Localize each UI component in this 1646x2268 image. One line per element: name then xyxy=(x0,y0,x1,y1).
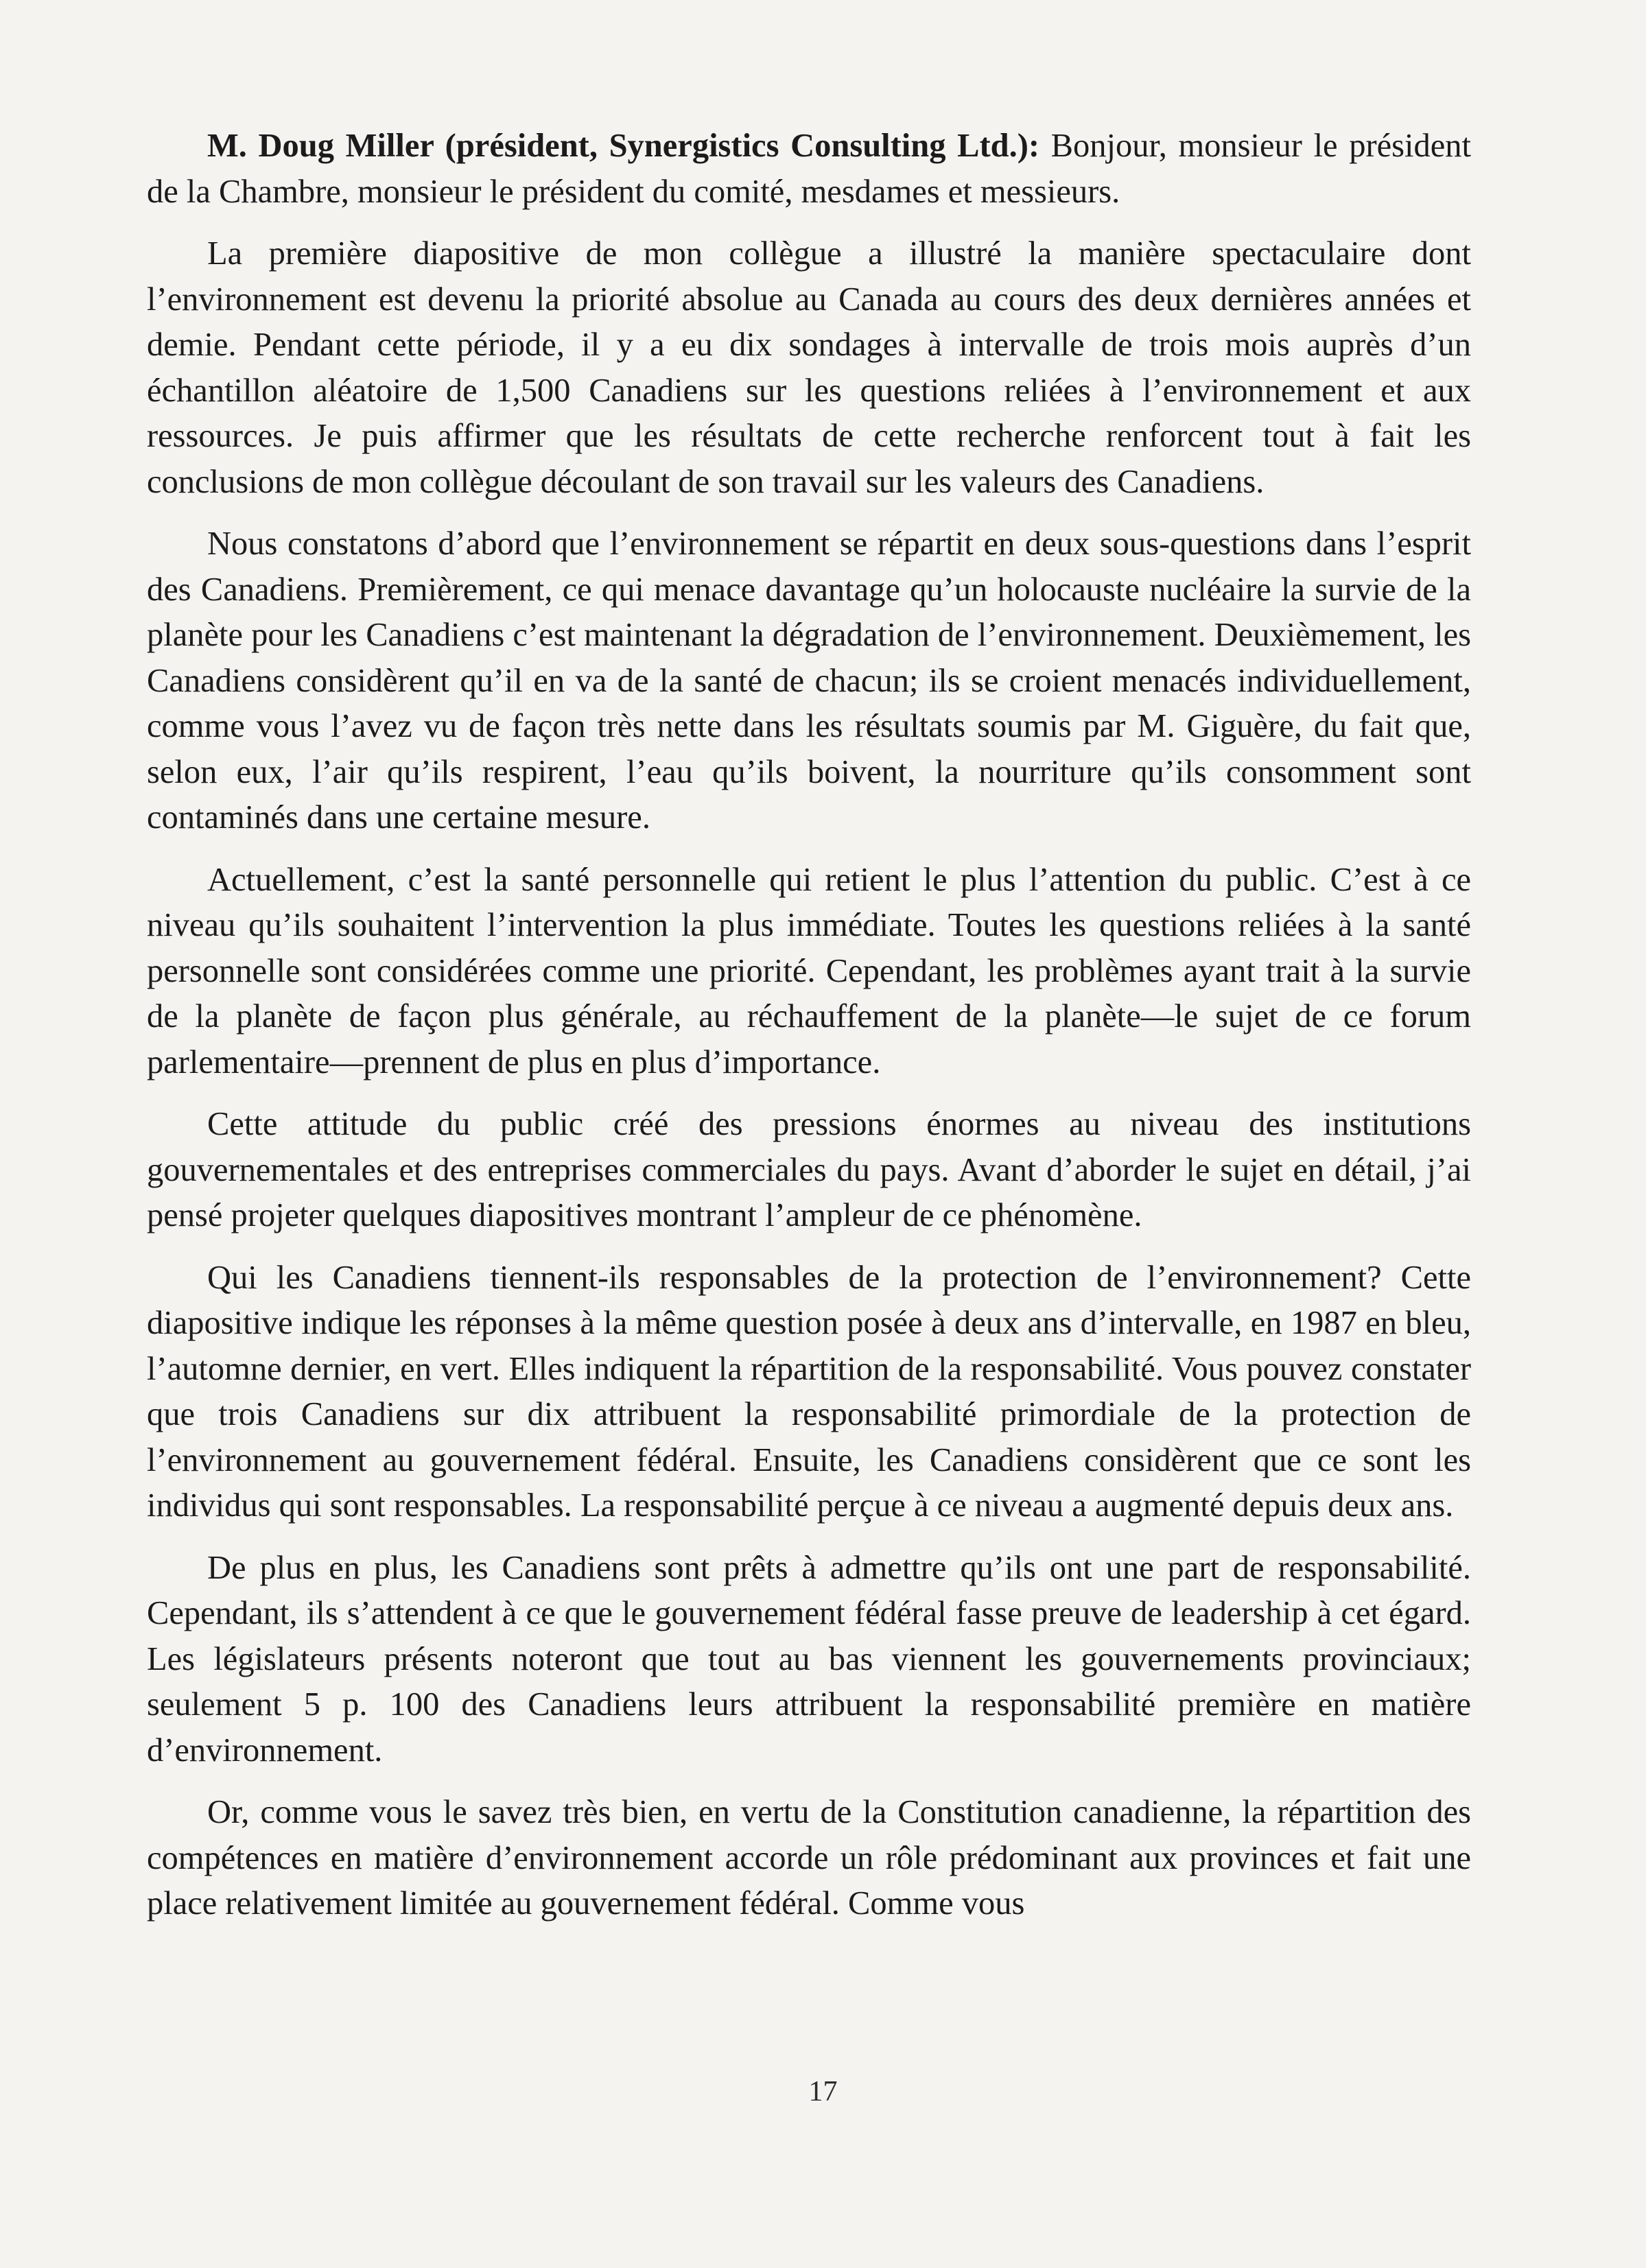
paragraph: De plus en plus, les Canadiens sont prêts à admettre qu’ils ont une part de responsabilité. Cependant, ils s’attendent à ce que le gouvernement fédéral fasse preuve de leadership à cet égard. Les législateurs présents noteront que tout au bas viennent les gouvernements provinciaux; seulement 5 p. 100 des Canadiens leurs attribuent la responsabilité première en matière d’environnement. xyxy=(147,1549,1471,1769)
body-text xyxy=(147,123,1471,1944)
paragraph: Or, comme vous le savez très bien, en vertu de la Constitution canadienne, la répartition des compétences en matière d’environnement accorde un rôle prédominant aux provinces et fait une place relativement limitée au gouvernement fédéral. Comme vous xyxy=(147,1794,1471,1922)
paragraph: Actuellement, c’est la santé personnelle qui retient le plus l’attention du public. C’est à ce niveau qu’ils souhaitent l’intervention la plus immédiate. Toutes les questions reliées à la santé personnelle sont considérées comme une priorité. Cependant, les problèmes ayant trait à la survie de la planète de façon plus générale, au réchauffement de la planète—le sujet de ce forum parlementaire—prennent de plus en plus d’importance. xyxy=(147,861,1471,1080)
paragraph: Cette attitude du public créé des pressions énormes au niveau des institutions gouvernementales et des entreprises commerciales du pays. Avant d’aborder le sujet en détail, j’ai pensé projeter quelques diapositives montrant l’ampleur de ce phénomène. xyxy=(147,1106,1471,1233)
paragraph: Qui les Canadiens tiennent-ils responsables de la protection de l’environnement? Cette diapositive indique les réponses à la même question posée à deux ans d’intervalle, en 1987 en bleu, l’automne dernier, en vert. Elles indiquent la répartition de la responsabilité. Vous pouvez constater que trois Canadiens sur dix attribuent la responsabilité primordiale de la protection de l’environnement au gouvernement fédéral. Ensuite, les Canadiens considèrent que ce sont les individus qui sont responsables. La responsabilité perçue à ce niveau a augmenté depuis deux ans. xyxy=(147,1259,1471,1524)
page-number: 17 xyxy=(808,2076,838,2107)
paragraph-speaker-intro xyxy=(147,123,1471,215)
paragraph: Nous constatons d’abord que l’environnement se répartit en deux sous-questions dans l’esprit des Canadiens. Premièrement, ce qui menace davantage qu’un holocauste nucléaire la survie de la planète pour les Canadiens c’est maintenant la dégradation de l’environnement. Deuxièmement, les Canadiens considèrent qu’il en va de la santé de chacun; ils se croient menacés individuellement, comme vous l’avez vu de façon très nette dans les résultats soumis par M. Giguère, du fait que, selon eux, l’air qu’ils respirent, l’eau qu’ils boivent, la nourriture qu’ils consomment sont contaminés dans une certaine mesure. xyxy=(147,525,1471,836)
speaker-name: M. Doug Miller (président, Synergistics Consulting Ltd.): xyxy=(207,128,1040,164)
paragraph: La première diapositive de mon collègue a illustré la manière spectaculaire dont l’environnement est devenu la priorité absolue au Canada au cours des deux dernières années et demie. Pendant cette période, il y a eu dix sondages à intervalle de trois mois auprès d’un échantillon aléatoire de 1,500 Canadiens sur les questions reliées à l’environnement et aux ressources. Je puis affirmer que les résultats de cette recherche renforcent tout à fait les conclusions de mon collègue découlant de son travail sur les valeurs des Canadiens. xyxy=(147,235,1471,500)
speaker-greeting: Bonjour, monsieur le président de la Chambre, monsieur le président du comité, mesdames et messieurs. xyxy=(147,128,1471,210)
